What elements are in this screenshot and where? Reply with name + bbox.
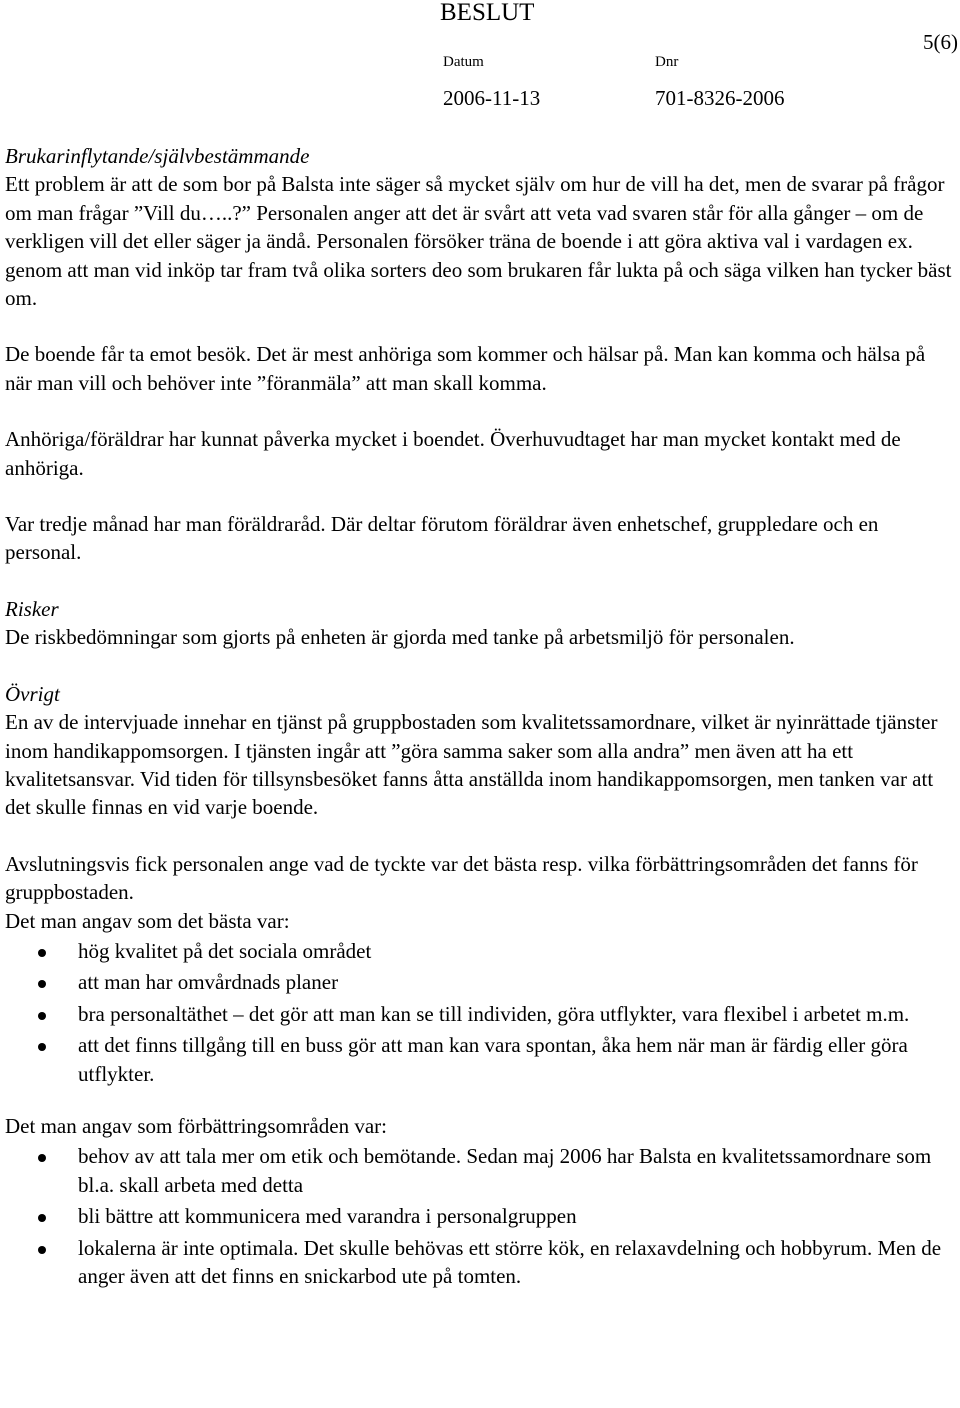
section-heading-ovrigt: Övrigt: [5, 681, 60, 706]
list-item: bra personaltäthet – det gör att man kan se till individen, göra utflykter, vara flexibel i arbetet m.m.: [5, 1000, 955, 1028]
paragraph-ovrigt: En av de intervjuade innehar en tjänst på gruppbostaden som kvalitetssamordnare, vilket är nyinrättade tjänster inom handikappomsorgen. I tjänsten ingår att ”göra samma saker som alla andra” men även att ha ett kvalitetsansvar. Vid tiden för tillsynsbesöket fanns åtta anställda inom handikappomsorgen, men tanken var att det skulle finnas en vid varje boende.: [5, 710, 938, 820]
paragraph-besok: De boende får ta emot besök. Det är mest anhöriga som kommer och hälsar på. Man kan komma och hälsa på när man vill och behöver inte ”föranmäla” att man skall komma.: [5, 342, 926, 395]
bullet-icon: [38, 1246, 46, 1254]
list-item: att det finns tillgång till en buss gör att man kan vara spontan, åka hem när man är färdig eller göra utflykter.: [5, 1031, 955, 1088]
paragraph-avslutning: Avslutningsvis fick personalen ange vad de tyckte var det bästa resp. vilka förbättringsområden det fanns för gruppbostaden.: [5, 851, 918, 905]
bullet-icon: [38, 980, 46, 988]
best-list: [5, 937, 955, 1088]
list-item: behov av att tala mer om etik och bemötande. Sedan maj 2006 har Balsta en kvalitetssamordnare som bl.a. skall arbeta med detta: [5, 1142, 955, 1199]
list-item: lokalerna är inte optimala. Det skulle behövas ett större kök, en relaxavdelning och hobbyrum. Men de anger även att det finns en snickarbod ute på tomten.: [5, 1234, 955, 1291]
paragraph-risker: De riskbedömningar som gjorts på enheten är gjorda med tanke på arbetsmiljö för personalen.: [5, 625, 795, 650]
bullet-icon: [38, 1214, 46, 1222]
section-heading-brukarinflytande: Brukarinflytande/självbestämmande: [5, 144, 310, 168]
page-number: 5(6): [923, 30, 958, 54]
improve-list-intro: Det man angav som förbättringsområden var:: [5, 1113, 387, 1138]
date-label: Datum: [443, 54, 484, 70]
bullet-icon: [38, 1154, 46, 1162]
section-heading-risker: Risker: [5, 596, 59, 621]
document-body: [5, 142, 955, 1293]
bullet-icon: [38, 1012, 46, 1020]
bullet-icon: [38, 949, 46, 957]
date-value: 2006-11-13: [443, 86, 541, 110]
list-item: att man har omvårdnads planer: [5, 968, 955, 996]
list-item: bli bättre att kommunicera med varandra i personalgruppen: [5, 1202, 955, 1230]
best-list-intro: Det man angav som det bästa var:: [5, 908, 290, 933]
list-item: hög kvalitet på det sociala området: [5, 937, 955, 965]
paragraph-brukarinflytande: Ett problem är att de som bor på Balsta inte säger så mycket själv om hur de vill ha det, men de svarar på frågor om man frågar ”Vill du…..?” Personalen anger att det är svårt att veta vad svaren står för alla gånger – om de verkligen vill det eller säger ja ändå. Personalen försöker träna de boende i att göra aktiva val i vardagen ex. genom att man vid inköp tar fram två olika sorters deo som brukaren får lukta på och säga vilken han tycker bäst om.: [5, 172, 952, 311]
dnr-value: 701-8326-2006: [655, 86, 785, 110]
improve-list: [5, 1142, 955, 1290]
paragraph-foraldrarad: Var tredje månad har man föräldraråd. Där deltar förutom föräldrar även enhetschef, gruppledare och en personal.: [5, 512, 879, 565]
document-type-title: BESLUT: [440, 0, 535, 26]
bullet-icon: [38, 1043, 46, 1051]
dnr-label: Dnr: [655, 54, 679, 70]
paragraph-anhoriga: Anhöriga/föräldrar har kunnat påverka mycket i boendet. Överhuvudtaget har man mycket kontakt med de anhöriga.: [5, 427, 901, 480]
